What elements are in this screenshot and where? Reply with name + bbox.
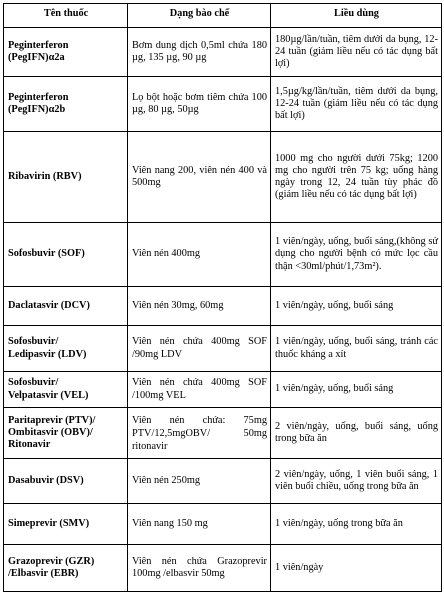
dosage-cell: 180µg/lần/tuần, tiêm dưới da bụng, 12- 24 tuần (giảm liều nếu có tác dụng bất lợi)	[271, 28, 442, 77]
dosage-cell: 1,5µg/kg/lần/tuần, tiêm dưới da bụng, 12-24 tuần (giảm liều nếu có tác dụng bất lợi)	[271, 77, 442, 132]
drug-name-line: Peginterferon	[8, 39, 69, 51]
drug-name-line: Sofosbuvir/	[8, 336, 59, 348]
dosage-cell: 1 viên/ngày, uống, buổi sáng	[271, 372, 442, 408]
dosage-cell: 1 viên/ngày, uống, buổi sáng, tránh các thuốc kháng a xít	[271, 326, 442, 372]
dosage-cell: 1000 mg cho người dưới 75kg; 1200 mg cho người trên 75 kg; uống hàng ngày trong 12, 24 tuần tùy phác đồ (giảm liều nếu có tác dụng bất lợi)	[271, 132, 442, 223]
drug-name-cell	[4, 132, 128, 223]
drug-name-line: Paritaprevir (PTV)/	[8, 414, 96, 426]
drug-name-line: Sofosbuvir (SOF)	[8, 248, 85, 260]
drug-name-line: Velpatasvir (VEL)	[8, 389, 89, 401]
drug-name-cell	[4, 287, 128, 326]
dosage-cell: 1 viên/ngày, uống, buổi sáng,(không sử dụng cho người bệnh có mức lọc cầu thận <30ml/phút/1,73m²).	[271, 223, 442, 287]
dosage-cell: 2 viên/ngày, uống, 1 viên buổi sáng, 1 viên buổi chiều, uống trong bữa ăn	[271, 459, 442, 504]
dosage-form-cell: Bơm dung dịch 0,5ml chứa 180 µg, 135 µg, 90 µg	[128, 28, 271, 77]
drug-name-cell	[4, 504, 128, 545]
drug-name-cell	[4, 408, 128, 459]
dosage-form-cell: Viên nén chứa Grazoprevir 100mg /elbasvir 50mg	[128, 545, 271, 592]
table-row	[4, 408, 442, 459]
header-drug-name: Tên thuốc	[4, 4, 128, 28]
dosage-cell: 2 viên/ngày, uống, buổi sáng, uống trong bữa ăn	[271, 408, 442, 459]
drug-name-line: Daclatasvir (DCV)	[8, 299, 90, 311]
table-row	[4, 545, 442, 592]
table-row	[4, 459, 442, 504]
dosage-form-cell: Viên nang 200, viên nén 400 và 500mg	[128, 132, 271, 223]
drug-name-line: Dasabuvir (DSV)	[8, 474, 84, 486]
drug-dosage-table	[3, 3, 442, 592]
drug-name-line: Simeprevir (SMV)	[8, 517, 90, 529]
dosage-form-cell: Lọ bột hoặc bơm tiêm chứa 100 µg, 80 µg, 50µg	[128, 77, 271, 132]
drug-name-cell	[4, 28, 128, 77]
dosage-cell: 1 viên/ngày, uống trong bữa ăn	[271, 504, 442, 545]
header-dosage: Liều dùng	[271, 4, 442, 28]
drug-name-line: Peginterferon	[8, 91, 69, 103]
drug-name-cell	[4, 459, 128, 504]
drug-name-cell	[4, 326, 128, 372]
dosage-form-cell: Viên nén chứa: 75mg PTV/12,5mgOBV/ 50mg ritonavir	[128, 408, 271, 459]
dosage-cell: 1 viên/ngày, uống, buổi sáng	[271, 287, 442, 326]
drug-name-line: Grazoprevir (GZR)	[8, 555, 95, 567]
dosage-form-cell: Viên nén chứa 400mg SOF /100mg VEL	[128, 372, 271, 408]
table-row	[4, 132, 442, 223]
drug-name-cell	[4, 77, 128, 132]
table-row	[4, 223, 442, 287]
drug-name-line: Ombitasvir (OBV)/	[8, 426, 93, 438]
table-row	[4, 372, 442, 408]
header-dosage-form: Dạng bào chế	[128, 4, 271, 28]
dosage-form-cell: Viên nén 400mg	[128, 223, 271, 287]
drug-name-cell	[4, 223, 128, 287]
table-header-row	[4, 4, 442, 28]
dosage-cell: 1 viên/ngày	[271, 545, 442, 592]
drug-name-cell	[4, 545, 128, 592]
table-row	[4, 28, 442, 77]
dosage-form-cell: Viên nang 150 mg	[128, 504, 271, 545]
drug-name-cell	[4, 372, 128, 408]
drug-name-line: Ritonavir	[8, 439, 51, 451]
drug-name-line: Sofosbuvir/	[8, 377, 59, 389]
dosage-form-cell: Viên nén 250mg	[128, 459, 271, 504]
drug-name-line: (PegIFN)α2b	[8, 104, 66, 115]
table-row	[4, 77, 442, 132]
table-row	[4, 326, 442, 372]
drug-name-line: Ledipasvir (LDV)	[8, 348, 87, 360]
table-row	[4, 504, 442, 545]
drug-name-line: Ribavirin (RBV)	[8, 170, 82, 182]
table-row	[4, 287, 442, 326]
drug-name-line: (PegIFN)α2a	[8, 52, 65, 63]
dosage-form-cell: Viên nén chứa 400mg SOF /90mg LDV	[128, 326, 271, 372]
dosage-form-cell: Viên nén 30mg, 60mg	[128, 287, 271, 326]
drug-name-line: /Elbasvir (EBR)	[8, 568, 79, 579]
